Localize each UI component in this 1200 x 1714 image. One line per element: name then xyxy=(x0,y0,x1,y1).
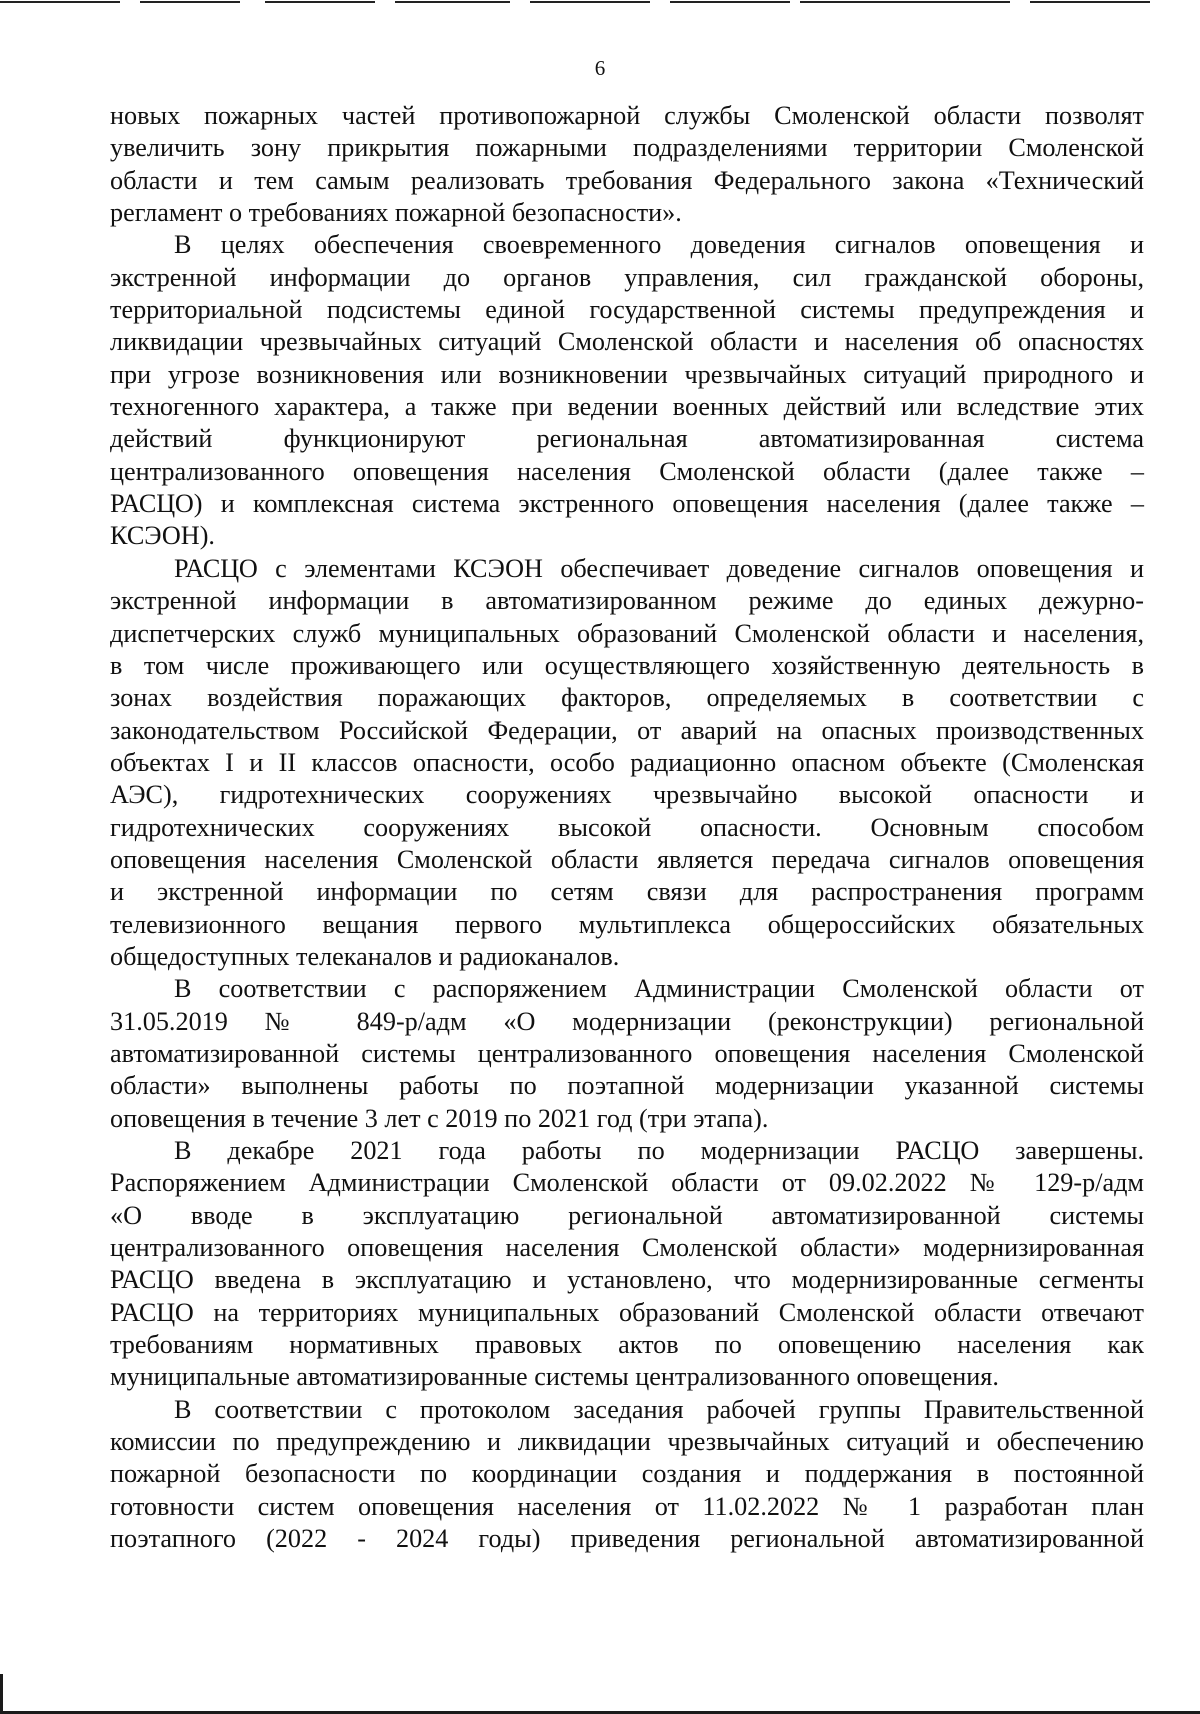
text-line: экстренной информации до органов управления, сил гражданской обороны, xyxy=(110,262,1144,292)
text-line: 31.05.2019 № 849-р/адм «О модернизации (реконструкции) региональной xyxy=(110,1006,1144,1036)
text-line: при угрозе возникновения или возникновении чрезвычайных ситуаций природного и xyxy=(110,359,1144,389)
text-line: диспетчерских служб муниципальных образований Смоленской области и населения, xyxy=(110,618,1144,648)
scan-left-edge xyxy=(0,1674,3,1714)
text-line: Распоряжением Администрации Смоленской области от 09.02.2022 № 129-р/адм xyxy=(110,1168,1144,1198)
text-line: АЭС), гидротехнических сооружениях чрезвычайно высокой опасности и xyxy=(110,780,1144,810)
text-line: зонах воздействия поражающих факторов, определяемых в соответствии с xyxy=(110,683,1144,713)
text-line: ликвидации чрезвычайных ситуаций Смоленской области и населения об опасностях xyxy=(110,327,1144,357)
text-line: гидротехнических сооружениях высокой опасности. Основным способом xyxy=(110,812,1144,842)
text-line: пожарной безопасности по координации создания и поддержания в постоянной xyxy=(110,1459,1144,1489)
text-line: действий функционируют региональная автоматизированная система xyxy=(110,424,1144,454)
paragraph xyxy=(110,553,1144,973)
paragraph xyxy=(110,1394,1144,1556)
text-line: территориальной подсистемы единой государственной системы предупреждения и xyxy=(110,295,1144,325)
text-line: регламент о требованиях пожарной безопасности». xyxy=(110,198,682,228)
text-line: области и тем самым реализовать требования Федерального закона «Технический xyxy=(110,165,1144,195)
text-line: требованиям нормативных правовых актов по оповещению населения как xyxy=(110,1330,1144,1360)
text-line: оповещения в течение 3 лет с 2019 по 2021 год (три этапа). xyxy=(110,1103,769,1133)
text-line: общедоступных телеканалов и радиоканалов. xyxy=(110,941,620,971)
text-line: техногенного характера, а также при ведении военных действий или вследствие этих xyxy=(110,392,1144,422)
text-line: муниципальные автоматизированные системы централизованного оповещения. xyxy=(110,1362,999,1392)
paragraph xyxy=(110,973,1144,1135)
text-line: В соответствии с распоряжением Администрации Смоленской области от xyxy=(174,974,1144,1004)
scan-edge-segment xyxy=(1030,1,1150,3)
text-line: централизованного оповещения населения Смоленской области (далее также – xyxy=(110,456,1144,486)
text-line: новых пожарных частей противопожарной службы Смоленской области позволят xyxy=(110,101,1144,130)
text-line: области» выполнены работы по поэтапной модернизации указанной системы xyxy=(110,1071,1144,1101)
text-line: оповещения населения Смоленской области является передача сигналов оповещения xyxy=(110,844,1144,874)
text-line: «О вводе в эксплуатацию региональной автоматизированной системы xyxy=(110,1200,1144,1230)
text-line: законодательством Российской Федерации, от аварий на опасных производственных xyxy=(110,715,1144,745)
text-line: В целях обеспечения своевременного доведения сигналов оповещения и xyxy=(174,230,1144,260)
scan-edge-segment xyxy=(800,1,1010,3)
scan-edge-segment xyxy=(395,1,510,3)
scan-edge-segment xyxy=(530,1,650,3)
text-line: и экстренной информации по сетям связи для распространения программ xyxy=(110,877,1144,907)
text-line: объектах I и II классов опасности, особо радиационно опасном объекте (Смоленская xyxy=(110,747,1144,777)
text-line: поэтапного (2022 - 2024 годы) приведения региональной автоматизированной xyxy=(110,1524,1144,1554)
scan-edge-segment xyxy=(670,1,790,3)
paragraph xyxy=(110,100,1144,229)
text-line: В соответствии с протоколом заседания рабочей группы Правительственной xyxy=(174,1394,1144,1424)
text-line: РАСЦО с элементами КСЭОН обеспечивает доведение сигналов оповещения и xyxy=(174,553,1144,583)
text-line: автоматизированной системы централизованного оповещения населения Смоленской xyxy=(110,1038,1144,1068)
scan-top-edge xyxy=(0,0,1200,4)
text-line: централизованного оповещения населения Смоленской области» модернизированная xyxy=(110,1233,1144,1263)
text-line: РАСЦО) и комплексная система экстренного оповещения населения (далее также – xyxy=(110,489,1144,519)
text-line: КСЭОН). xyxy=(110,521,215,551)
text-line: РАСЦО введена в эксплуатацию и установлено, что модернизированные сегменты xyxy=(110,1265,1144,1295)
text-line: в том числе проживающего или осуществляющего хозяйственную деятельность в xyxy=(110,650,1144,680)
text-line: В декабре 2021 года работы по модернизации РАСЦО завершены. xyxy=(174,1136,1144,1165)
scan-edge-segment xyxy=(140,1,240,3)
paragraph xyxy=(110,1135,1144,1394)
text-line: телевизионного вещания первого мультиплекса общероссийских обязательных xyxy=(110,909,1144,939)
text-line: увеличить зону прикрытия пожарными подразделениями территории Смоленской xyxy=(110,133,1144,163)
scan-edge-segment xyxy=(265,1,375,3)
scan-edge-segment xyxy=(0,1,120,3)
document-body xyxy=(110,100,1144,1555)
text-line: экстренной информации в автоматизированном режиме до единых дежурно- xyxy=(110,586,1144,616)
text-line: готовности систем оповещения населения от 11.02.2022 № 1 разработан план xyxy=(110,1491,1144,1521)
paragraph xyxy=(110,229,1144,552)
text-line: комиссии по предупреждению и ликвидации чрезвычайных ситуаций и обеспечению xyxy=(110,1427,1144,1457)
page-number: 6 xyxy=(594,56,606,80)
text-line: РАСЦО на территориях муниципальных образований Смоленской области отвечают xyxy=(110,1297,1144,1327)
